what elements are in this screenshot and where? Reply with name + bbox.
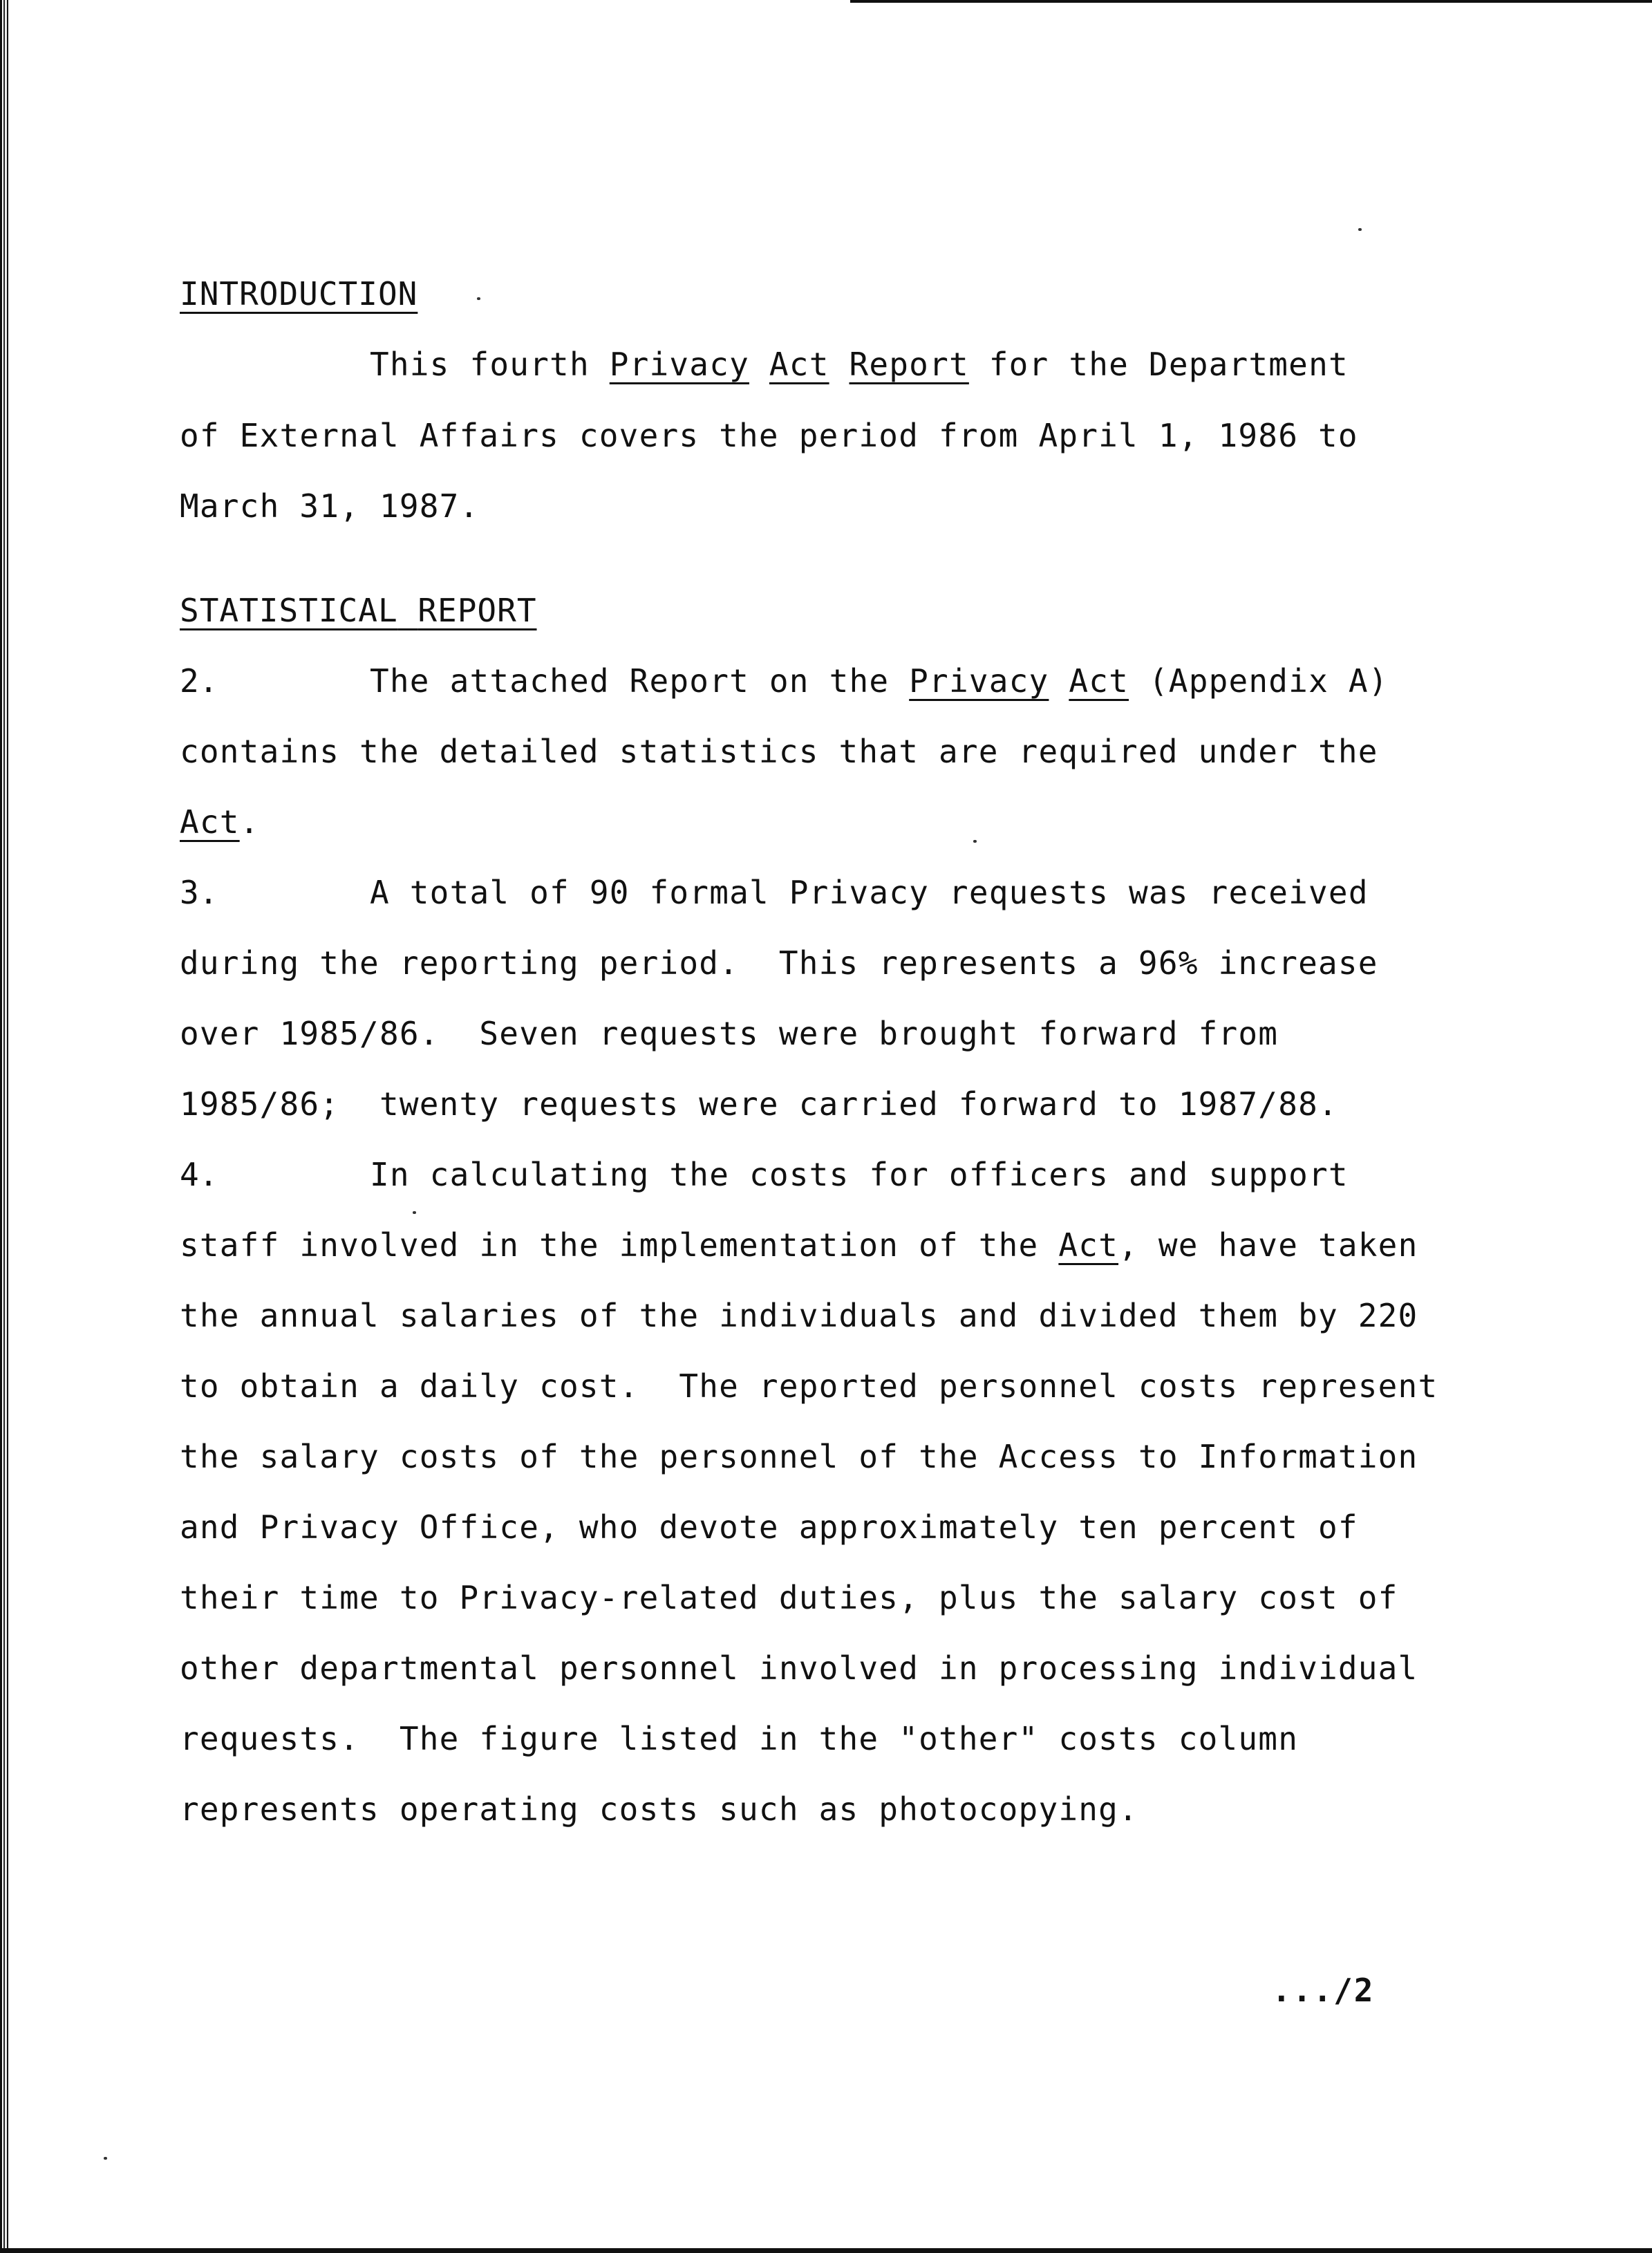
scan-binding-edge bbox=[0, 0, 12, 2253]
p4-text: staff involved in the implementation of the bbox=[180, 1226, 1059, 1264]
p4-line-5: the salary costs of the personnel of the Access to Information bbox=[180, 1438, 1418, 1475]
p4-line-4: to obtain a daily cost. The reported personnel costs represent bbox=[180, 1367, 1438, 1405]
report-underlined: Report bbox=[849, 346, 969, 383]
paragraph-number-2: 2. bbox=[180, 662, 218, 700]
p2-text: . bbox=[239, 803, 260, 841]
p3-line-4: 1985/86; twenty requests were carried forward to 1987/88. bbox=[180, 1085, 1338, 1123]
page-continuation: .../2 bbox=[1272, 1972, 1375, 2009]
paragraph-number-3: 3. bbox=[180, 874, 218, 911]
act-underlined: Act bbox=[1058, 1226, 1119, 1264]
paragraph-number-4: 4. bbox=[180, 1156, 218, 1193]
intro-line-3: March 31, 1987. bbox=[180, 487, 480, 525]
p4-line-7: their time to Privacy-related duties, plus the salary cost of bbox=[180, 1579, 1398, 1616]
scan-speck bbox=[413, 1211, 416, 1214]
p4-text: , we have taken bbox=[1118, 1226, 1418, 1264]
privacy-underlined: Privacy bbox=[909, 662, 1049, 700]
p2-line-2: contains the detailed statistics that are required under the bbox=[180, 733, 1378, 770]
intro-space bbox=[829, 346, 850, 383]
scan-speck bbox=[1358, 228, 1362, 231]
p4-line-8: other departmental personnel involved in processing individual bbox=[180, 1649, 1418, 1687]
act-underlined: Act bbox=[180, 803, 240, 841]
p4-line-6: and Privacy Office, who devote approximately ten percent of bbox=[180, 1508, 1358, 1546]
p3-line-3: over 1985/86. Seven requests were brought forward from bbox=[180, 1015, 1279, 1052]
scan-speck bbox=[973, 840, 977, 843]
p2-space bbox=[1049, 662, 1069, 700]
heading-word: REPORT bbox=[417, 592, 537, 629]
intro-text: This fourth bbox=[370, 346, 610, 383]
act-underlined: Act bbox=[769, 346, 829, 383]
introduction-heading: INTRODUCTION bbox=[180, 275, 418, 312]
statistical-report-heading bbox=[180, 592, 537, 629]
p4-line-1: In calculating the costs for officers and support bbox=[370, 1156, 1349, 1193]
heading-word: STATISTICAL bbox=[180, 592, 398, 629]
p4-line-9: requests. The figure listed in the "other" costs column bbox=[180, 1720, 1299, 1757]
p4-line-3: the annual salaries of the individuals and divided them by 220 bbox=[180, 1297, 1418, 1334]
privacy-underlined: Privacy bbox=[609, 346, 749, 383]
p2-line-1 bbox=[370, 662, 1389, 700]
intro-space bbox=[749, 346, 769, 383]
p4-line-2 bbox=[180, 1226, 1418, 1264]
top-border-line bbox=[850, 0, 1652, 3]
intro-text: for the Department bbox=[968, 346, 1349, 383]
act-underlined: Act bbox=[1069, 662, 1129, 700]
p4-line-10: represents operating costs such as photocopying. bbox=[180, 1791, 1138, 1828]
p2-line-3 bbox=[180, 803, 260, 841]
p3-line-1: A total of 90 formal Privacy requests was received bbox=[370, 874, 1369, 911]
intro-line-2: of External Affairs covers the period from April 1, 1986 to bbox=[180, 417, 1358, 454]
p2-text: (Appendix A) bbox=[1129, 662, 1389, 700]
bottom-border-line bbox=[0, 2248, 1652, 2253]
scan-speck bbox=[477, 297, 480, 300]
p2-text: The attached Report on the bbox=[370, 662, 910, 700]
p3-line-2: during the reporting period. This represents a 96% increase bbox=[180, 944, 1378, 982]
intro-line-1 bbox=[370, 346, 1349, 383]
scan-speck bbox=[104, 2157, 107, 2160]
